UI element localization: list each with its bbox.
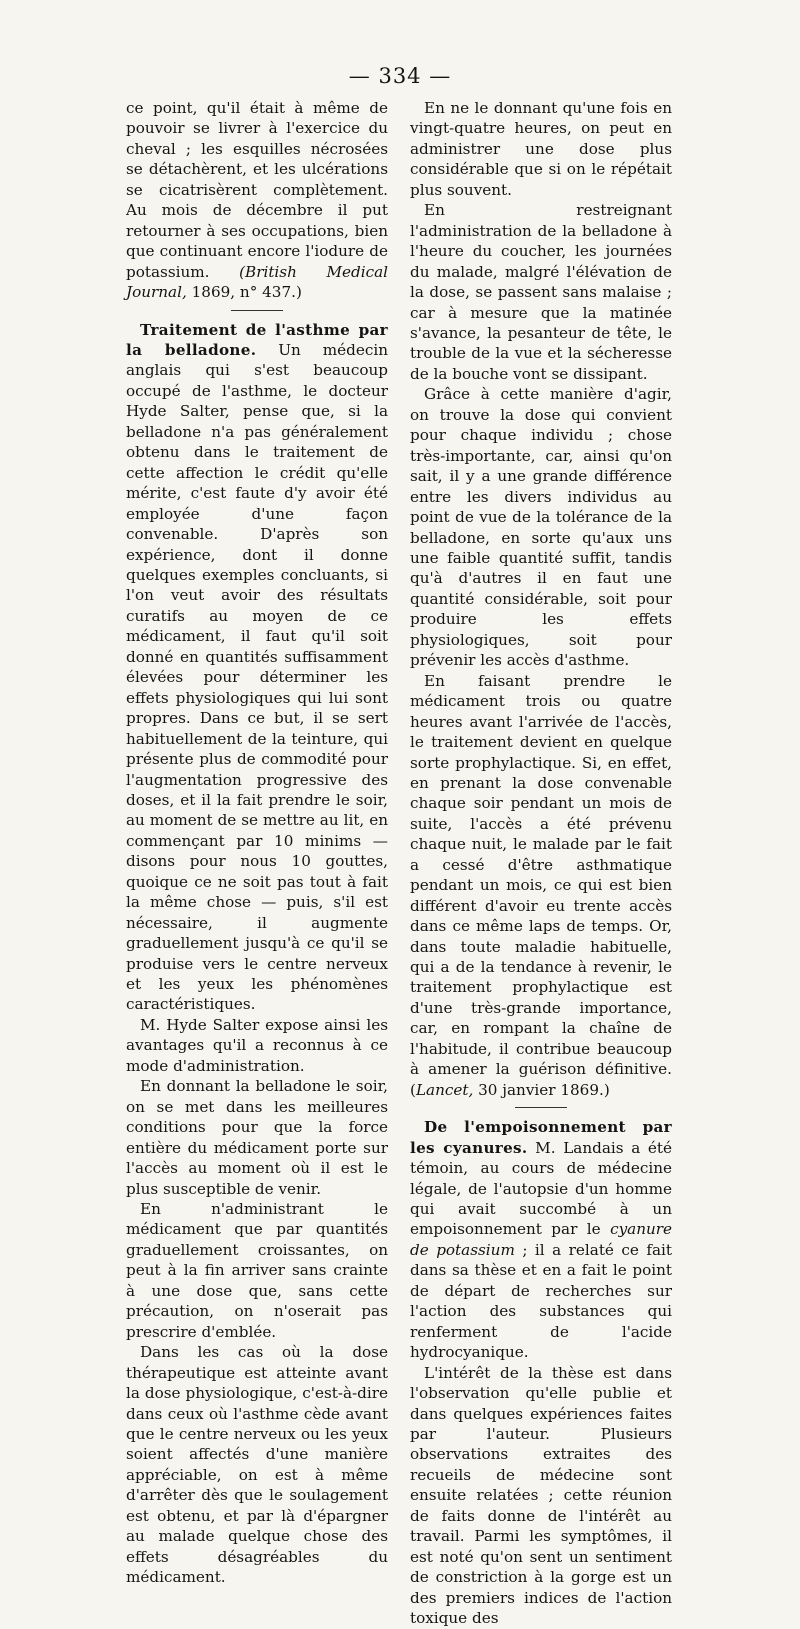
section-heading-cyanures: De l'empoisonnement par les cyanures. bbox=[410, 1118, 672, 1157]
paragraph: En restreignant l'administration de la belladone à l'heure du coucher, les journées du malade, malgré l'élévation de la dose, se passent sans malaise ; car à mesure que la matinée s'avance, la pesanteur de tête, le trouble de la vue et la sécheresse de la bouche vont se dissipant. bbox=[410, 201, 672, 383]
paragraph: En faisant prendre le médicament trois ou quatre heures avant l'arrivée de l'accès, le traitement devient en quelque sorte prophylactique. Si, en effet, en prenant la dose convenable chaque soir pendant un mois de suite, l'accès a été prévenu chaque nuit, le malade par le fait a cessé d'être asthmatique pendant un mois, ce qui est bien différent d'avoir eu trente accès dans ce même laps de temps. Or, dans toute maladie habituelle, qui a de la tendance à revenir, le traitement prophylactique est d'une très-grande importance, car, en rompant la chaîne de l'habitude, il contribue beaucoup à amener la guérison définitive. (Lancet, 30 janvier 1869.) bbox=[410, 671, 672, 1099]
paragraph-continuation: ce point, qu'il était à même de pouvoir se livrer à l'exercice du cheval ; les esquilles nécrosées se détachèrent, et les ulcérations se cicatrisèrent complètement. Au mois de décembre il put retourner à ses occupations, bien que continuant encore l'iodure de potassium. (British Medical Journal, 1869, n° 437.) bbox=[126, 99, 389, 302]
citation-journal: (British Medical Journal, bbox=[126, 262, 389, 302]
paragraph: En ne le donnant qu'une fois en vingt-quatre heures, on peut en administrer une dose plus considérable que si on le répétait plus souvent. bbox=[410, 99, 672, 199]
paragraph: Grâce à cette manière d'agir, on trouve la dose qui convient pour chaque individu ; chose très-importante, car, ainsi qu'on sait, il y a une grande différence entre les divers individus au point de vue de la tolérance de la belladone, en sorte qu'aux uns une faible quantité suffit, tandis qu'à d'autres il en faut une quantité considérable, soit pour produire les effets physiologiques, soit pour prévenir les accès d'asthme. bbox=[410, 385, 672, 670]
paragraph: En donnant la belladone le soir, on se met dans les meilleures conditions pour que la force entière du médicament porte sur l'accès au moment où il est le plus susceptible de venir. bbox=[126, 1077, 388, 1198]
section-heading-asthme: Traitement de l'asthme par la belladone. bbox=[126, 320, 388, 359]
section-paragraph-cyanures: De l'empoisonnement par les cyanures. M. Landais a été témoin, au cours de médecine légale, de l'autopsie d'un homme qui avait succombé à un empoisonnement par le cyanure de potassium ; il a relaté ce fait dans sa thèse et en a fait le point de départ de recherches sur l'action des substances qui renferment de l'acide hydrocyanique. bbox=[410, 1118, 673, 1362]
citation-journal: Lancet, bbox=[415, 1080, 474, 1099]
right-column bbox=[410, 98, 672, 1629]
italic-term: cyanure de potassium bbox=[410, 1220, 673, 1259]
paragraph: Dans les cas où la dose thérapeutique est atteinte avant la dose physiologique, c'est-à-dire dans ceux où l'asthme cède avant que le centre nerveux ou les yeux soient affectés d'une manière appréciable, on est à même d'arrêter dès que le soulagement est obtenu, et par là d'épargner au malade quelque chose des effets désagréables du médicament. bbox=[126, 1343, 388, 1587]
paragraph: M. Hyde Salter expose ainsi les avantages qu'il a reconnus à ce mode d'administration. bbox=[126, 1015, 388, 1075]
citation-issue: 1869, n° 437.) bbox=[191, 283, 302, 302]
section-divider bbox=[515, 1107, 567, 1108]
left-column bbox=[126, 98, 388, 1588]
paragraph: L'intérêt de la thèse est dans l'observation qu'elle publie et dans quelques expériences faites par l'auteur. Plusieurs observations extraites des recueils de médecine sont ensuite relatées ; cette réunion de faits donne de l'intérêt au travail. Parmi les symptômes, il est noté qu'on sent un sentiment de constriction à la gorge est un des premiers indices de l'action toxique des bbox=[410, 1363, 672, 1628]
section-divider bbox=[231, 310, 283, 311]
paragraph: En n'administrant le médicament que par quantités graduellement croissantes, on peut à la fin arriver sans crainte à une dose que, sans cette précaution, on n'oserait pas prescrire d'emblée. bbox=[126, 1200, 388, 1341]
page-number: — 334 — bbox=[348, 64, 452, 88]
section-paragraph-asthme: Traitement de l'asthme par la belladone. Un médecin anglais qui s'est beaucoup occupé de l'asthme, le docteur Hyde Salter, pense que, si la belladone n'a pas généralement obtenu dans le traitement de cette affection le crédit qu'elle mérite, c'est faute d'y avoir été employée d'une façon convenable. D'après son expérience, dont il donne quelques exemples concluants, si l'on veut avoir des résultats curatifs au moyen de ce médicament, il faut qu'il soit donné en quantités suffisamment élevées pour déterminer les effets physiologiques qui lui sont propres. Dans ce but, il se sert habituellement de la teinture, qui présente plus de commodité pour l'augmentation progressive des doses, et il la fait prendre le soir, au moment de se mettre au lit, en commençant par 10 minims — disons pour nous 10 gouttes, quoique ce ne soit pas tout à fait la même chose — puis, s'il est nécessaire, il augmente graduellement jusqu'à ce qu'il se produise vers le centre nerveux et les yeux les phénomènes caractéristiques. bbox=[126, 320, 389, 1014]
citation-date: 30 janvier 1869.) bbox=[478, 1080, 610, 1099]
